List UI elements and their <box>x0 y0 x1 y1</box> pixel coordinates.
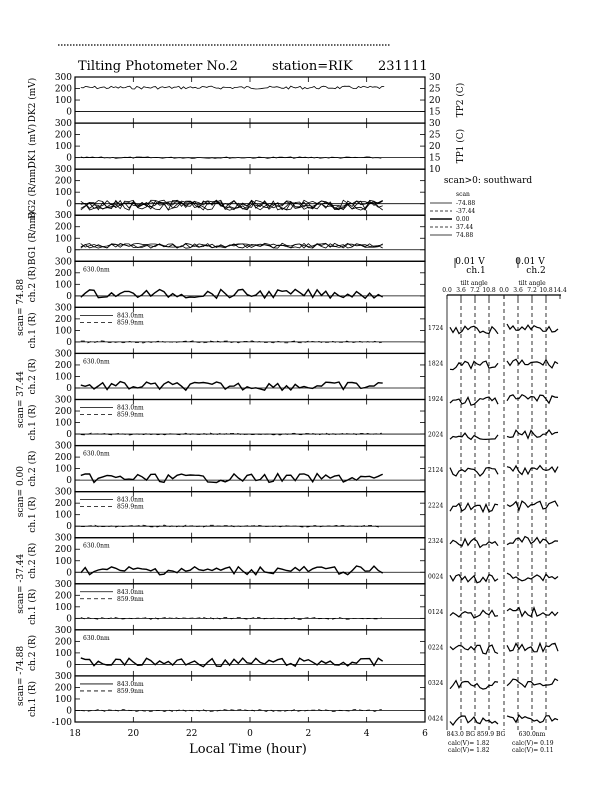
scan-legend-value: -74.88 <box>456 200 476 207</box>
ytick-label-dk1: 200 <box>54 130 72 141</box>
ytick-label-s5c2: 0 <box>66 660 72 671</box>
right-label-dk2: TP2 (C) <box>456 82 466 118</box>
ytick-label-s1c2: 300 <box>54 257 72 268</box>
ylabel-s1c2: ch.2 (R) <box>28 266 38 303</box>
panel-frame-dk1 <box>75 123 425 169</box>
x-axis-label: Local Time (hour) <box>189 742 307 757</box>
ytick-label-s1c2: 100 <box>54 280 72 291</box>
ylabel-s2c1: ch.1 (R) <box>28 404 38 441</box>
ylabel-s4c1: ch.1 (R) <box>28 588 38 625</box>
calc1-line1: calc(V)= 1.82 <box>448 740 490 747</box>
ytick-label-s3c2: 0 <box>66 476 72 487</box>
ch2-tilt-label: tilt angle <box>518 280 546 287</box>
scan-legend-value: -37.44 <box>456 208 476 215</box>
legend-s5c2: 630.0nm <box>83 634 110 642</box>
rtick-label-dk1: 15 <box>429 153 441 164</box>
ytick-label-dk2: 100 <box>54 96 72 107</box>
scan-label-s3c2: scan= 0.00 <box>16 466 26 518</box>
row-trace-ch1 <box>450 433 498 439</box>
ytick-label-dk2: 0 <box>66 107 72 118</box>
tilt-tick-label-ch1: 0.0 <box>442 287 452 294</box>
legend-s3c2: 630.0nm <box>83 450 110 458</box>
ch1-scale: 0.01 V <box>455 257 485 267</box>
rtick-label-dk1: 20 <box>429 142 441 153</box>
panel-frame-s4c2 <box>75 538 425 584</box>
ytick-label-s1c1: 200 <box>54 314 72 325</box>
series-s5c2 <box>81 658 383 667</box>
time-label: 1924 <box>428 396 444 403</box>
legend-s3c1-0: 843.0nm <box>117 496 144 504</box>
row-trace-ch2 <box>507 430 558 438</box>
ytick-label-bg1: 100 <box>54 234 72 245</box>
right-label-dk1: TP1 (C) <box>456 128 466 164</box>
ylabel-s5c1: ch.1 (R) <box>28 680 38 718</box>
legend-s1c1-0: 843.0nm <box>117 312 144 320</box>
scan-header: scan <box>456 191 470 198</box>
scan-label-s4c2: scan= -37.44 <box>16 553 26 614</box>
ytick-label-s2c2: 0 <box>66 383 72 394</box>
panel-frame-s3c2 <box>75 446 425 492</box>
legend-s2c1-1: 859.9nm <box>117 411 144 419</box>
calc2-line2: calc(V)= 0.11 <box>512 747 554 754</box>
series-dk2 <box>81 86 384 89</box>
xtick-label: 6 <box>422 729 428 739</box>
time-label: 2124 <box>428 467 444 474</box>
ch1-tilt-label: tilt angle <box>460 280 488 287</box>
ytick-label-s3c2: 100 <box>54 464 72 475</box>
xtick-label: 2 <box>305 729 312 739</box>
ytick-label-s5c2: 200 <box>54 637 72 648</box>
row-trace-ch1 <box>450 326 498 334</box>
ytick-label-s2c2: 200 <box>54 360 72 371</box>
scan-label-s1c2: scan= 74.88 <box>16 278 26 336</box>
legend-s1c1-1: 859.9nm <box>117 319 144 327</box>
legend-s4c1-0: 843.0nm <box>117 588 144 596</box>
legend-s5c1-1: 859.9nm <box>117 687 144 695</box>
row-trace-ch1 <box>450 716 498 725</box>
panel-frame-s2c2 <box>75 353 425 399</box>
tilt-tick-label-ch1: 7.2 <box>470 287 480 294</box>
ytick-label-s2c1: 300 <box>54 395 72 406</box>
ytick-label-s2c2: 300 <box>54 349 72 360</box>
rtick-label-dk1: 10 <box>429 165 441 176</box>
ytick-label-bg2: 300 <box>54 165 72 176</box>
scan-legend-value: 0.00 <box>456 216 470 223</box>
ylabel-s3c2: ch.2 (R) <box>28 450 38 487</box>
series-s4c2 <box>81 566 383 575</box>
ytick-label-s3c2: 200 <box>54 453 72 464</box>
row-trace-ch2 <box>507 501 558 510</box>
ytick-label-s5c2: 100 <box>54 648 72 659</box>
row-trace-ch2 <box>507 466 558 475</box>
scan-legend-value: 74.88 <box>456 232 474 239</box>
time-label: 1724 <box>428 325 444 332</box>
calc1-line2: calc(V)= 1.82 <box>448 747 490 754</box>
time-label: 0424 <box>428 715 444 723</box>
ytick-label-s5c2: 300 <box>54 625 72 636</box>
ch2-label: ch.2 <box>526 266 546 276</box>
xtick-label: 0 <box>247 729 253 739</box>
panel-frame-bg2 <box>75 169 425 215</box>
time-label: 0324 <box>428 680 444 687</box>
ytick-label-s3c1: 0 <box>66 522 72 533</box>
side-panel <box>428 176 567 754</box>
row-trace-ch2 <box>507 537 558 545</box>
xtick-label: 20 <box>127 729 140 739</box>
ch1-label: ch.1 <box>466 266 486 276</box>
row-trace-ch1 <box>450 539 498 548</box>
legend-s4c1-1: 859.9nm <box>117 595 144 603</box>
row-trace-ch2 <box>507 573 558 581</box>
legend-s3c1-1: 859.9nm <box>117 503 144 511</box>
xtick-label: 22 <box>185 729 198 739</box>
ytick-label-s3c1: 100 <box>54 510 72 521</box>
ytick-label-s3c1: 200 <box>54 499 72 510</box>
legend-s4c2: 630.0nm <box>83 542 110 550</box>
time-label: 2224 <box>428 502 444 510</box>
ytick-label-dk1: 100 <box>54 142 72 153</box>
ylabel-bg1: BG1 (R/nm) <box>28 211 38 266</box>
series-s2c2 <box>81 382 383 391</box>
ytick-label-s4c2: 200 <box>54 545 72 556</box>
panel-frame-dk2 <box>75 77 425 123</box>
time-label: 0124 <box>428 609 444 616</box>
tilt-tick-label-ch2: 0.0 <box>499 287 509 294</box>
ytick-label-s2c1: 100 <box>54 418 72 429</box>
ytick-label-bg1: 0 <box>66 245 72 256</box>
time-label: 0024 <box>428 573 444 581</box>
ytick-label-s4c1: 200 <box>54 591 72 602</box>
ytick-label-bg2: 0 <box>66 199 72 210</box>
row-trace-ch2 <box>507 359 558 368</box>
ytick-label-s4c1: 100 <box>54 602 72 613</box>
xtick-label: 18 <box>69 729 81 739</box>
ytick-label-s3c1: 300 <box>54 487 72 498</box>
row-trace-ch2 <box>507 715 558 722</box>
ytick-label-s1c2: 200 <box>54 268 72 279</box>
panel-frame-bg1 <box>75 215 425 261</box>
series-s1c2 <box>81 289 383 298</box>
ylabel-s4c2: ch.2 (R) <box>28 542 38 579</box>
date-label: 231111 <box>378 59 428 74</box>
legend-s5c1-0: 843.0nm <box>117 680 144 688</box>
rtick-label-dk2: 15 <box>429 107 441 118</box>
series-s3c2 <box>81 474 383 483</box>
rtick-label-dk2: 25 <box>429 84 441 95</box>
ytick-label-s1c2: 0 <box>66 291 72 302</box>
scan-label-s2c2: scan= 37.44 <box>16 371 26 428</box>
panel-frame-s5c2 <box>75 630 425 676</box>
ytick-label-bg2: 100 <box>54 188 72 199</box>
ch1-bottom-labels: 843.0 BG 859.9 BG <box>446 731 506 738</box>
ytick-label-bg2: 200 <box>54 176 72 187</box>
row-trace-ch1 <box>450 468 498 477</box>
row-trace-ch1 <box>450 610 498 618</box>
tilt-tick-label-ch2: 10.8 <box>539 287 553 294</box>
ytick-label-s5c1: 200 <box>54 683 72 694</box>
ytick-label-s3c2: 300 <box>54 441 72 452</box>
time-label: 2024 <box>428 431 444 439</box>
ylabel-bg2: BG2 (R/nm) <box>28 165 38 220</box>
ytick-label-s4c2: 300 <box>54 533 72 544</box>
ch2-bottom-labels: 630.0nm <box>518 731 546 738</box>
ytick-label-dk1: 0 <box>66 153 72 164</box>
row-trace-ch1 <box>450 645 498 654</box>
ytick-label-s5c1: 100 <box>54 694 72 705</box>
ytick-label-s5c1: 0 <box>66 706 72 717</box>
tilt-tick-label-ch2: 7.2 <box>527 287 537 294</box>
row-trace-ch1 <box>450 503 498 512</box>
ytick-label-bg1: 200 <box>54 222 72 233</box>
calc2-line1: calc(V)= 0.19 <box>512 740 554 747</box>
scan-legend-value: 37.44 <box>456 224 474 231</box>
ylabel-dk1: DK1 (mV) <box>28 123 38 169</box>
station-label: station=RIK <box>272 59 353 74</box>
ytick-label-s4c2: 100 <box>54 556 72 567</box>
row-trace-ch1 <box>450 681 498 690</box>
ytick-label-s5c1: 300 <box>54 671 72 682</box>
scan-label-s5c2: scan= -74.88 <box>16 645 26 706</box>
tilt-tick-label-ch1: 10.8 <box>482 287 496 294</box>
ytick-label-s2c1: 200 <box>54 407 72 418</box>
time-label: 0224 <box>428 644 444 652</box>
ytick-label-s1c1: 100 <box>54 326 72 337</box>
ytick-label-dk2: 300 <box>54 73 72 83</box>
ytick-label-bg1: 300 <box>54 211 72 222</box>
ylabel-dk2: DK2 (mV) <box>28 77 38 123</box>
rtick-label-dk2: 20 <box>429 96 441 107</box>
time-label: 2324 <box>428 538 444 545</box>
chart-title: Tilting Photometer No.2 <box>78 59 238 74</box>
rtick-label-dk1: 30 <box>429 119 441 130</box>
time-label: 1824 <box>428 360 444 368</box>
ytick-label-s4c1: 0 <box>66 614 72 625</box>
ytick-label-s2c1: 0 <box>66 430 72 441</box>
legend-s1c2: 630.0nm <box>83 266 110 274</box>
legend-s2c1-0: 843.0nm <box>117 404 144 412</box>
panel-frame-s1c2 <box>75 261 425 307</box>
tilt-tick-label-ch2: 3.6 <box>513 287 523 294</box>
ch2-scale: 0.01 V <box>515 257 545 267</box>
series-dk1 <box>81 157 382 159</box>
row-trace-ch1 <box>450 575 498 583</box>
ytick-label-s1c1: 0 <box>66 337 72 348</box>
row-trace-ch2 <box>507 324 558 332</box>
ytick-label-s5c1: -100 <box>51 718 72 728</box>
ylabel-s2c2: ch.2 (R) <box>28 358 38 395</box>
ytick-label-s4c1: 300 <box>54 579 72 590</box>
row-trace-ch2 <box>507 679 558 687</box>
tilt-tick-label-ch1: 3.6 <box>456 287 466 294</box>
xtick-label: 4 <box>363 729 370 739</box>
panels <box>16 73 466 739</box>
ytick-label-dk2: 200 <box>54 84 72 95</box>
row-trace-ch2 <box>507 643 558 652</box>
row-trace-ch1 <box>450 361 498 370</box>
ytick-label-s4c2: 0 <box>66 568 72 579</box>
legend-s2c2: 630.0nm <box>83 358 110 366</box>
row-trace-ch2 <box>507 608 558 617</box>
row-trace-ch1 <box>450 397 498 405</box>
ylabel-s1c1: ch.1 (R) <box>28 312 38 349</box>
rtick-label-dk1: 25 <box>429 130 441 141</box>
ytick-label-dk1: 300 <box>54 119 72 130</box>
scan-note: scan>0: southward <box>443 176 533 186</box>
tilt-tick-label-ch2: 14.4 <box>553 287 567 294</box>
ylabel-s5c2: ch.2 (R) <box>28 634 38 671</box>
ytick-label-s2c2: 100 <box>54 372 72 383</box>
row-trace-ch2 <box>507 395 558 403</box>
ytick-label-s1c1: 300 <box>54 303 72 314</box>
rtick-label-dk2: 30 <box>429 73 441 83</box>
ylabel-s3c1: ch.1 (R) <box>28 496 38 533</box>
